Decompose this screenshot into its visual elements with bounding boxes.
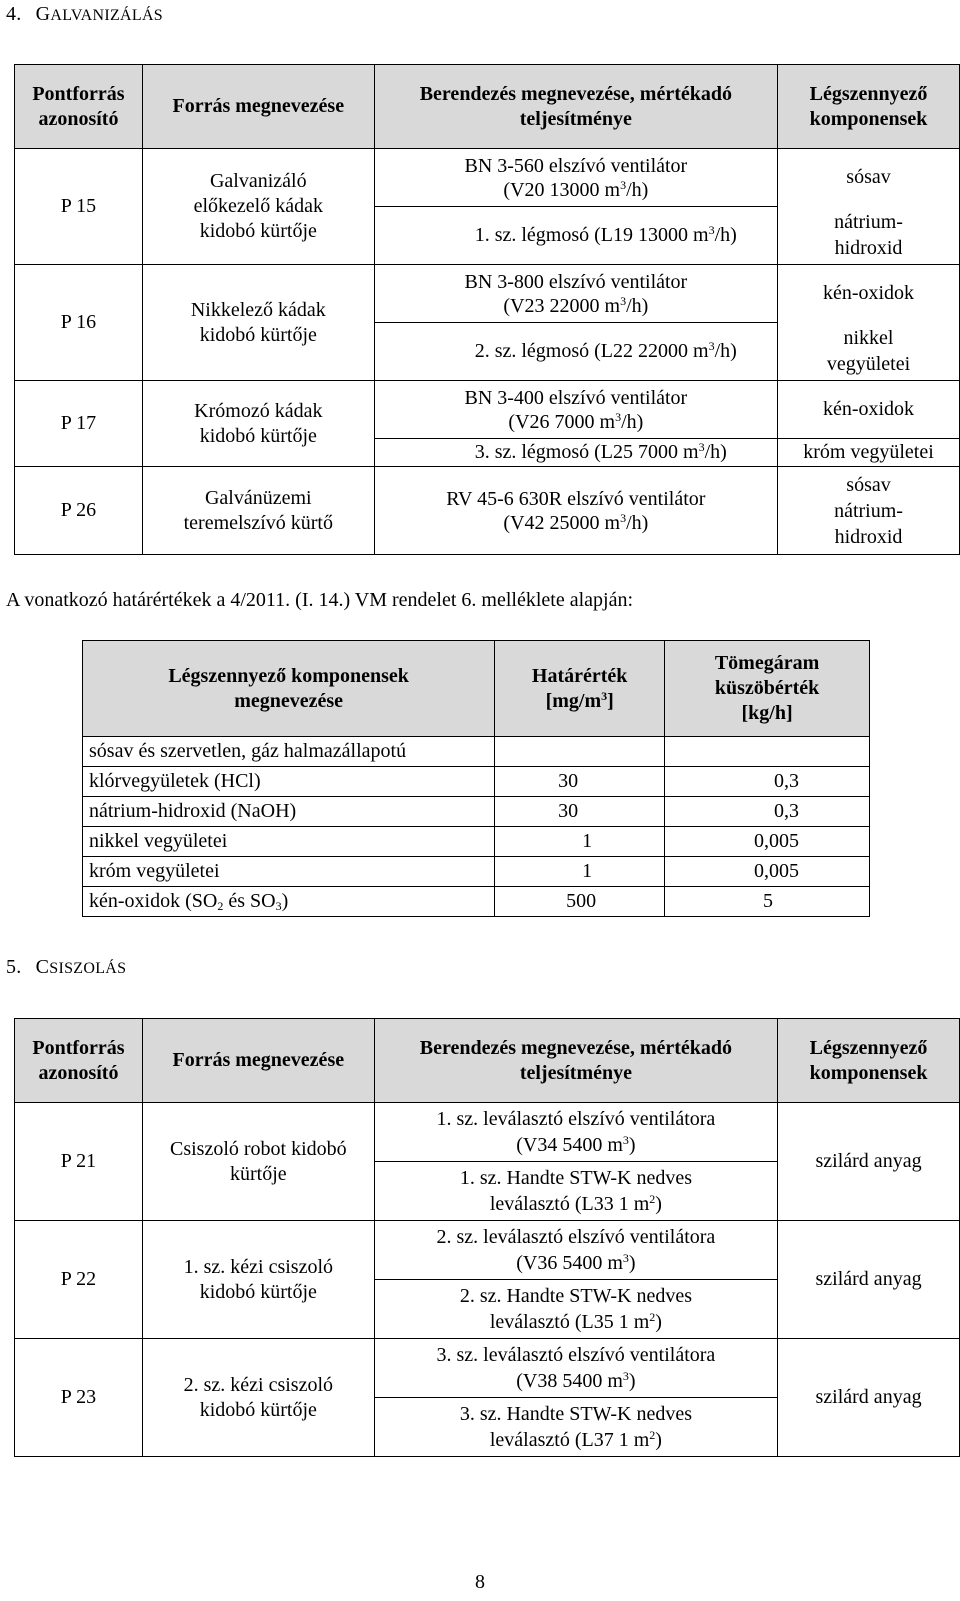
limit-value-cell: 1 — [495, 827, 665, 857]
table-row — [83, 737, 870, 767]
pollutant-cell: kén-oxidok — [778, 381, 960, 439]
limit-value-cell: 500 — [495, 887, 665, 917]
source-name-cell: Krómozó kádak kidobó kürtője — [142, 381, 374, 467]
table-row — [15, 1103, 960, 1162]
equipment-line: leválasztó (L37 1 m — [489, 1429, 650, 1451]
equipment-line: ) — [655, 1429, 662, 1451]
equipment-line: ) — [628, 1134, 636, 1156]
section-title-initial: G — [35, 3, 51, 25]
table-row — [15, 149, 960, 207]
limit-value-cell: 1 — [495, 857, 665, 887]
equipment-line: 1. sz. légmosó (L19 13000 m — [474, 224, 709, 246]
equipment-line: 3. sz. légmosó (L25 7000 m — [474, 441, 699, 463]
equipment-line: BN 3-800 elszívó ventilátor — [464, 270, 688, 293]
equipment-line: ) — [628, 1370, 636, 1392]
pollutant-name-cell: króm vegyületei — [83, 857, 495, 887]
header-source-name: Forrás megnevezése — [142, 65, 374, 149]
section-number: 4. — [6, 3, 22, 25]
header-source-id: Pontforrás azonosító — [15, 1019, 143, 1103]
equipment-line: (V38 5400 m — [516, 1370, 623, 1392]
subscript: 2 — [217, 899, 224, 913]
header-equipment: Berendezés megnevezése, mértékadó teljesítménye — [374, 65, 777, 149]
empty-cell — [665, 737, 870, 767]
superscript: 3 — [615, 409, 622, 424]
galvanizing-sources-table — [14, 64, 960, 555]
equipment-line: (V42 25000 m — [503, 511, 621, 534]
pollutant-name-cell: sósav és szervetlen, gáz halmazállapotú — [83, 737, 495, 767]
section-title-initial: C — [35, 956, 50, 978]
page-number: 8 — [475, 1571, 485, 1593]
pollutant-cell — [778, 467, 960, 555]
pollutant-name-cell — [83, 887, 495, 917]
equipment-cell — [374, 467, 777, 555]
limit-values-note: A vonatkozó határértékek a 4/2011. (I. 14.) VM rendelet 6. melléklete alapján: — [6, 589, 634, 611]
source-id-cell: P 16 — [15, 265, 143, 381]
empty-cell — [495, 737, 665, 767]
source-id-cell: P 26 — [15, 467, 143, 555]
pollutant-cell: króm vegyületei — [778, 439, 960, 467]
section-number: 5. — [6, 956, 22, 978]
section-title-rest: SISZOLÁS — [49, 960, 127, 977]
table-row — [15, 467, 960, 555]
equipment-line: 1. sz. Handte STW-K nedves — [459, 1167, 692, 1189]
section-5-heading — [6, 955, 126, 980]
header-text: ] — [607, 689, 614, 712]
equipment-line: /h) — [626, 178, 649, 201]
equipment-cell — [374, 1398, 777, 1457]
header-source-name: Forrás megnevezése — [142, 1019, 374, 1103]
superscript: 3 — [601, 688, 608, 703]
equipment-line: 3. sz. leválasztó elszívó ventilátora — [436, 1344, 716, 1366]
source-name-cell: 2. sz. kézi csiszoló kidobó kürtője — [142, 1339, 374, 1457]
pollutant-line: sósav — [846, 473, 891, 496]
equipment-line: /h) — [714, 224, 737, 246]
source-name-cell: Galvánüzemi teremelszívó kürtő — [142, 467, 374, 555]
mass-flow-cell: 0,3 — [665, 767, 870, 797]
superscript: 3 — [622, 1133, 629, 1147]
equipment-cell — [374, 323, 777, 381]
source-name-cell: Csiszoló robot kidobó kürtője — [142, 1103, 374, 1221]
mass-flow-cell: 0,3 — [665, 797, 870, 827]
section-title-rest: ALVANIZÁLÁS — [50, 7, 164, 24]
equipment-cell — [374, 381, 777, 439]
equipment-line: leválasztó (L35 1 m — [489, 1311, 650, 1333]
equipment-cell — [374, 1103, 777, 1162]
equipment-line: (V23 22000 m — [503, 294, 621, 317]
mass-flow-cell: 5 — [665, 887, 870, 917]
table-row — [15, 265, 960, 323]
equipment-line: BN 3-560 elszívó ventilátor — [464, 154, 688, 177]
limit-value-cell: 30 — [495, 797, 665, 827]
table-header-row — [15, 1019, 960, 1103]
pollutant-cell: nátrium-hidroxid — [778, 207, 960, 265]
source-id-cell: P 15 — [15, 149, 143, 265]
equipment-line: /h) — [626, 511, 649, 534]
subscript: 3 — [275, 899, 282, 913]
pollutant-name-cell: nikkel vegyületei — [83, 827, 495, 857]
source-name-cell: 1. sz. kézi csiszoló kidobó kürtője — [142, 1221, 374, 1339]
text-part: kén-oxidok (SO — [89, 890, 218, 912]
pollutant-cell: szilárd anyag — [778, 1339, 960, 1457]
table-header-row — [83, 641, 870, 737]
equipment-line: leválasztó (L33 1 m — [489, 1193, 650, 1215]
table-row — [15, 1221, 960, 1280]
pollutant-cell: sósav — [778, 149, 960, 207]
equipment-cell — [374, 1280, 777, 1339]
equipment-line: 2. sz. légmosó (L22 22000 m — [474, 340, 709, 362]
pollutant-cell: szilárd anyag — [778, 1221, 960, 1339]
pollutant-cell: szilárd anyag — [778, 1103, 960, 1221]
superscript: 3 — [620, 510, 627, 525]
table-row — [15, 1339, 960, 1398]
grinding-sources-table — [14, 1018, 960, 1457]
limit-values-table — [82, 640, 870, 917]
equipment-line: RV 45-6 630R elszívó ventilátor — [446, 487, 706, 510]
equipment-line: /h) — [704, 441, 727, 463]
text-part: és SO — [223, 890, 276, 912]
equipment-line: ) — [628, 1252, 636, 1274]
header-equipment: Berendezés megnevezése, mértékadó teljesítménye — [374, 1019, 777, 1103]
equipment-line: 2. sz. leválasztó elszívó ventilátora — [436, 1226, 716, 1248]
equipment-line: (V26 7000 m — [508, 410, 616, 433]
limit-value-cell: 30 — [495, 767, 665, 797]
source-id-cell: P 21 — [15, 1103, 143, 1221]
equipment-cell — [374, 1221, 777, 1280]
source-id-cell: P 17 — [15, 381, 143, 467]
equipment-line: /h) — [621, 410, 644, 433]
superscript: 3 — [622, 1251, 629, 1265]
equipment-line: (V34 5400 m — [516, 1134, 623, 1156]
equipment-cell — [374, 207, 777, 265]
table-row — [83, 827, 870, 857]
pollutant-name-cell: nátrium-hidroxid (NaOH) — [83, 797, 495, 827]
superscript: 3 — [698, 440, 705, 454]
equipment-line: 3. sz. Handte STW-K nedves — [459, 1403, 692, 1425]
source-id-cell: P 22 — [15, 1221, 143, 1339]
header-mass-flow: Tömegáram küszöbérték [kg/h] — [665, 641, 870, 737]
equipment-line: (V36 5400 m — [516, 1252, 623, 1274]
table-row — [83, 887, 870, 917]
header-text: Határérték [mg/m — [531, 664, 628, 712]
mass-flow-cell: 0,005 — [665, 827, 870, 857]
equipment-cell — [374, 149, 777, 207]
source-id-cell: P 23 — [15, 1339, 143, 1457]
superscript: 3 — [708, 223, 715, 237]
equipment-cell — [374, 1339, 777, 1398]
source-name-cell: Nikkelező kádak kidobó kürtője — [142, 265, 374, 381]
equipment-line: /h) — [714, 340, 737, 362]
pollutant-cell: kén-oxidok — [778, 265, 960, 323]
equipment-line: 2. sz. Handte STW-K nedves — [459, 1285, 692, 1307]
pollutant-line: nátrium-hidroxid — [834, 499, 903, 548]
text-part: ) — [281, 890, 289, 912]
mass-flow-cell: 0,005 — [665, 857, 870, 887]
equipment-line: 1. sz. leválasztó elszívó ventilátora — [436, 1108, 716, 1130]
header-pollutant-name: Légszennyező komponensek megnevezése — [83, 641, 495, 737]
equipment-line: ) — [655, 1193, 662, 1215]
table-row — [15, 381, 960, 439]
equipment-line: BN 3-400 elszívó ventilátor — [464, 386, 688, 409]
table-row — [83, 857, 870, 887]
equipment-cell — [374, 439, 777, 467]
superscript: 3 — [622, 1369, 629, 1383]
header-pollutants: Légszennyező komponensek — [778, 1019, 960, 1103]
table-row — [83, 797, 870, 827]
superscript: 2 — [649, 1192, 656, 1206]
equipment-line: ) — [655, 1311, 662, 1333]
equipment-line: (V20 13000 m — [503, 178, 621, 201]
superscript: 2 — [649, 1428, 656, 1442]
header-pollutants: Légszennyező komponensek — [778, 65, 960, 149]
superscript: 3 — [620, 293, 627, 308]
equipment-cell — [374, 265, 777, 323]
equipment-line: /h) — [626, 294, 649, 317]
section-4-heading — [6, 2, 163, 27]
equipment-cell — [374, 1162, 777, 1221]
header-source-id: Pontforrás azonosító — [15, 65, 143, 149]
pollutant-cell: nikkel vegyületei — [778, 323, 960, 381]
header-limit-value — [495, 641, 665, 737]
source-name-cell: Galvanizáló előkezelő kádak kidobó kürtője — [142, 149, 374, 265]
superscript: 2 — [649, 1310, 656, 1324]
superscript: 3 — [620, 177, 627, 192]
superscript: 3 — [708, 339, 715, 353]
pollutant-name-cell: klórvegyületek (HCl) — [83, 767, 495, 797]
table-row — [83, 767, 870, 797]
table-header-row — [15, 65, 960, 149]
